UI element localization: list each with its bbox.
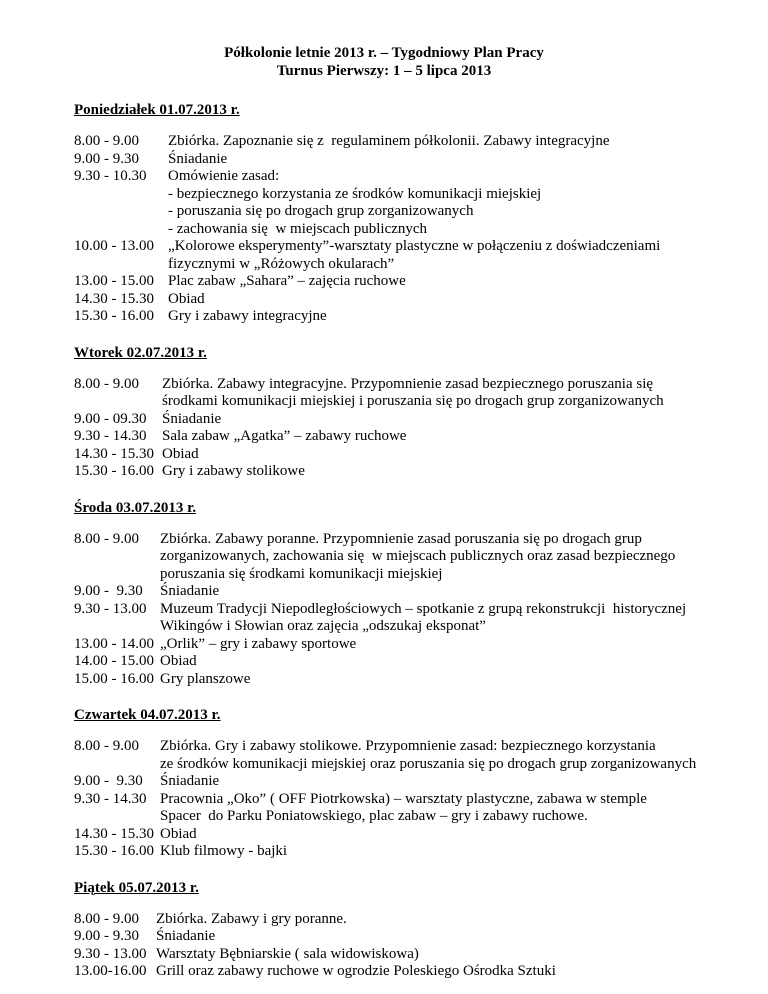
item-description <box>160 636 356 654</box>
schedule-item <box>74 238 768 273</box>
description-line: „Orlik” – gry i zabawy sportowe <box>160 635 357 652</box>
item-description <box>162 376 664 411</box>
schedule-item <box>74 653 768 671</box>
item-time: 9.30 - 13.00 <box>74 600 147 617</box>
item-time: 10.00 - 13.00 <box>74 238 154 254</box>
description-line: Muzeum Tradycji Niepodległościowych – spotkanie z grupą rekonstrukcji historycznej <box>160 600 687 617</box>
schedule-item <box>74 273 768 291</box>
item-time: 14.30 - 15.30 <box>74 290 154 307</box>
day-heading: Czwartek 04.07.2013 r. <box>74 707 221 723</box>
schedule-item <box>74 411 768 429</box>
day-schedule <box>74 376 768 481</box>
item-description <box>168 133 610 151</box>
schedule-item <box>74 826 768 844</box>
description-line: Omówienie zasad: <box>168 168 280 184</box>
item-time: 13.00-16.00 <box>74 963 147 979</box>
description-line: Obiad <box>162 445 199 462</box>
description-line: Śniadanie <box>156 928 216 944</box>
item-time: 8.00 - 9.00 <box>74 530 139 547</box>
item-description <box>156 946 419 964</box>
description-line: ze środków komunikacji miejskiej oraz poruszania się po drogach grup zorganizowanych <box>160 755 697 772</box>
description-line: Zbiórka. Zapoznanie się z regulaminem półkolonii. Zabawy integracyjne <box>168 133 610 149</box>
item-time: 8.00 - 9.00 <box>74 910 139 927</box>
schedule-item <box>74 583 768 601</box>
description-line: Obiad <box>160 825 197 842</box>
schedule-body <box>0 101 768 981</box>
item-description <box>162 463 305 481</box>
day-heading: Piątek 05.07.2013 r. <box>74 879 199 896</box>
item-description <box>162 446 199 464</box>
day-schedule <box>74 531 768 689</box>
item-description <box>160 601 686 636</box>
schedule-item <box>74 928 768 946</box>
document-title: Półkolonie letnie 2013 r. – Tygodniowy Plan Pracy <box>224 45 544 61</box>
item-time: 15.30 - 16.00 <box>74 308 154 324</box>
schedule-item <box>74 308 768 326</box>
item-time: 8.00 - 9.00 <box>74 375 139 392</box>
schedule-item <box>74 531 768 584</box>
schedule-item <box>74 773 768 791</box>
description-line: Zbiórka. Zabawy poranne. Przypomnienie zasad poruszania się po drogach grup <box>160 530 642 547</box>
description-line: Śniadanie <box>168 150 228 167</box>
day-heading: Środa 03.07.2013 r. <box>74 499 197 516</box>
item-description <box>168 238 660 273</box>
description-line: Gry i zabawy integracyjne <box>168 308 327 324</box>
schedule-item <box>74 601 768 636</box>
item-time: 9.30 - 13.00 <box>74 945 147 962</box>
item-time: 15.30 - 16.00 <box>74 463 154 479</box>
item-description <box>160 773 219 791</box>
item-time: 9.00 - 9.30 <box>74 773 143 789</box>
item-time: 9.00 - 09.30 <box>74 410 147 427</box>
schedule-item <box>74 636 768 654</box>
item-time: 14.30 - 15.30 <box>74 825 154 842</box>
schedule-item <box>74 671 768 689</box>
item-description <box>160 531 675 584</box>
item-time: 8.00 - 9.00 <box>74 738 139 754</box>
item-time: 9.00 - 9.30 <box>74 928 139 944</box>
description-line: poruszania się środkami komunikacji miejskiej <box>160 565 443 582</box>
schedule-item <box>74 911 768 929</box>
schedule-item <box>74 151 768 169</box>
item-time: 13.00 - 14.00 <box>74 635 154 652</box>
item-description <box>160 843 287 861</box>
item-time: 13.00 - 15.00 <box>74 273 154 289</box>
item-time: 9.30 - 14.30 <box>74 790 147 807</box>
description-line: Gry i zabawy stolikowe <box>162 463 305 479</box>
description-line: Sala zabaw „Agatka” – zabawy ruchowe <box>162 428 407 444</box>
schedule-item <box>74 463 768 481</box>
description-line: - zachowania się w miejscach publicznych <box>168 220 428 237</box>
item-time: 14.00 - 15.00 <box>74 653 154 669</box>
description-line: Śniadanie <box>160 773 220 789</box>
description-line: Plac zabaw „Sahara” – zajęcia ruchowe <box>168 273 406 289</box>
description-line: „Kolorowe eksperymenty”-warsztaty plastyczne w połączeniu z doświadczeniami <box>168 238 661 254</box>
schedule-item <box>74 791 768 826</box>
item-description <box>156 928 215 946</box>
description-line: zorganizowanych, zachowania się w miejscach publicznych oraz zasad bezpiecznego <box>160 548 676 564</box>
description-line: Klub filmowy - bajki <box>160 843 288 859</box>
item-description <box>156 911 347 929</box>
description-line: Wikingów i Słowian oraz zajęcia „odszukaj eksponat” <box>160 618 486 634</box>
description-line: Śniadanie <box>162 410 222 427</box>
item-description <box>162 428 406 446</box>
description-line: Zbiórka. Zabawy integracyjne. Przypomnienie zasad bezpiecznego poruszania się <box>162 375 654 392</box>
schedule-item <box>74 843 768 861</box>
day-schedule <box>74 738 768 861</box>
schedule-item <box>74 446 768 464</box>
item-description <box>160 671 250 689</box>
day-schedule <box>74 133 768 326</box>
item-description <box>168 308 327 326</box>
description-line: Zbiórka. Gry i zabawy stolikowe. Przypomnienie zasad: bezpiecznego korzystania <box>160 738 656 754</box>
item-description <box>168 273 406 291</box>
item-description <box>168 168 541 238</box>
schedule-item <box>74 291 768 309</box>
item-time: 9.30 - 14.30 <box>74 428 147 444</box>
description-line: Grill oraz zabawy ruchowe w ogrodzie Poleskiego Ośrodka Sztuki <box>156 963 556 979</box>
item-description <box>160 826 197 844</box>
item-time: 8.00 - 9.00 <box>74 133 139 149</box>
item-time: 14.30 - 15.30 <box>74 445 154 462</box>
description-line: Śniadanie <box>160 583 220 599</box>
item-time: 9.00 - 9.30 <box>74 583 143 599</box>
description-line: Spacer do Parku Poniatowskiego, plac zabaw – gry i zabawy ruchowe. <box>160 808 588 824</box>
schedule-item <box>74 963 768 981</box>
item-description <box>168 151 227 169</box>
schedule-item <box>74 946 768 964</box>
item-description <box>160 791 647 826</box>
item-time: 15.00 - 16.00 <box>74 670 154 687</box>
item-time: 9.00 - 9.30 <box>74 150 139 167</box>
item-description <box>168 291 205 309</box>
item-time: 9.30 - 10.30 <box>74 168 147 184</box>
description-line: - bezpiecznego korzystania ze środków komunikacji miejskiej <box>168 185 542 202</box>
description-line: Zbiórka. Zabawy i gry poranne. <box>156 910 347 927</box>
description-line: fizycznymi w „Różowych okularach” <box>168 255 395 272</box>
item-time: 15.30 - 16.00 <box>74 843 154 859</box>
item-description <box>162 411 221 429</box>
schedule-item <box>74 428 768 446</box>
description-line: Warsztaty Bębniarskie ( sala widowiskowa) <box>156 945 419 962</box>
schedule-item <box>74 168 768 238</box>
description-line: - poruszania się po drogach grup zorganizowanych <box>168 203 474 219</box>
item-description <box>156 963 556 981</box>
item-description <box>160 738 696 773</box>
description-line: Gry planszowe <box>160 670 251 687</box>
description-line: Obiad <box>168 290 205 307</box>
day-heading: Wtorek 02.07.2013 r. <box>74 344 207 361</box>
day-schedule <box>74 911 768 981</box>
schedule-item <box>74 738 768 773</box>
description-line: środkami komunikacji miejskiej i poruszania się po drogach grup zorganizowanych <box>162 393 664 409</box>
description-line: Pracownia „Oko” ( OFF Piotrkowska) – warsztaty plastyczne, zabawa w stemple <box>160 790 647 807</box>
item-description <box>160 653 197 671</box>
schedule-item <box>74 376 768 411</box>
schedule-item <box>74 133 768 151</box>
day-heading: Poniedziałek 01.07.2013 r. <box>74 102 240 118</box>
description-line: Obiad <box>160 653 197 669</box>
document-subtitle: Turnus Pierwszy: 1 – 5 lipca 2013 <box>276 63 492 79</box>
item-description <box>160 583 219 601</box>
